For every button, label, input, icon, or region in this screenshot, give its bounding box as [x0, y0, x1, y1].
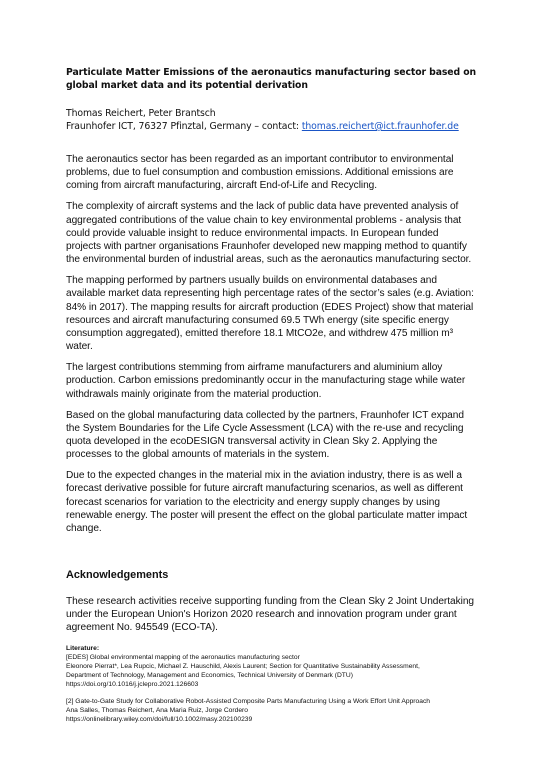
body-paragraph: The aeronautics sector has been regarded as an important contributor to environmental problems, due to fuel consumption and combustion emissions. Additional emissions are coming from aircraft manufacturing, aircraft End-of-Life and Recycling.	[66, 154, 454, 192]
reference-link[interactable]: https://doi.org/10.1016/j.jclepro.2021.126603	[66, 681, 199, 689]
author-list: Thomas Reichert, Peter Brantsch	[66, 108, 216, 119]
body-paragraph: The largest contributions stemming from airframe manufacturers and aluminium alloy production. Carbon emissions predominantly occur in the manufacturing stage while water withdrawals mainly originate from the material production.	[66, 362, 466, 400]
body-paragraph: Based on the global manufacturing data collected by the partners, Fraunhofer ICT expand the System Boundaries for the Life Cycle Assessment (LCA) with the re-use and recycling quota developed in the ecoDESIGN transversal activity in Clean Sky 2. Applying the processes to the global amounts of materials in the system.	[66, 409, 464, 461]
contact-email-link[interactable]: thomas.reichert@ict.fraunhofer.de	[301, 121, 459, 132]
reference-entry	[66, 697, 476, 724]
affiliation-text: Fraunhofer ICT, 76327 Pfinztal, Germany – contact:	[66, 121, 302, 132]
body-paragraph: The mapping performed by partners usually builds on environmental databases and available market data representing high percentage rates of the sector’s sales (e.g. Aviation: 84% in 2017). The mapping results for aircraft production (EDES Project) show that material resources and aircraft manufacturing consumed 69.5 TWh energy (site specific energy consumption aggregated), emitted therefore 18.1 MtCO2e, and withdrew 475 million m³ water.	[66, 275, 474, 353]
paper-title: Particulate Matter Emissions of the aeronautics manufacturing sector based on global market data and its potential derivation	[66, 67, 477, 91]
acknowledgements-heading: Acknowledgements	[66, 569, 169, 582]
reference-entry	[66, 653, 476, 689]
reference-line: Eleonore Pierrat*, Lea Rupcic, Michael Z. Hauschild, Alexis Laurent; Section for Quantitative Sustainability Assessment,	[66, 663, 420, 671]
body-paragraph: The complexity of aircraft systems and the lack of public data have prevented analysis of aggregated contributions of the value chain to key environmental problems - analysis that could provide valuable insight to reduce environmental impacts. In European funded projects with partner organisations Fraunhofer developed new mapping method to quantify the environmental burden of industrial areas, such as the aeronautics manufacturing sector.	[66, 201, 472, 266]
literature-heading: Literature:	[66, 644, 100, 652]
reference-line: Ana Salles, Thomas Reichert, Ana Maria Ruiz, Jorge Cordero	[66, 707, 249, 715]
body-paragraph: Due to the expected changes in the material mix in the aviation industry, there is as well a forecast derivative possible for future aircraft manufacturing scenarios, as well as different forecast scenarios for variation to the electricity and energy supply changes by using renewable energy. The poster will present the effect on the global particulate matter impact change.	[66, 470, 468, 534]
reference-line: Department of Technology, Management and Economics, Technical University of Denmark (DTU)	[66, 672, 353, 680]
reference-line: [2] Gate-to-Gate Study for Collaborative Robot-Assisted Composite Parts Manufacturing Using a Work Effort Unit Approach	[66, 698, 431, 706]
affiliation	[66, 120, 476, 133]
reference-line: [EDES] Global environmental mapping of the aeronautics manufacturing sector	[66, 654, 300, 662]
reference-link[interactable]: https://onlinelibrary.wiley.com/doi/full/10.1002/masy.202100239	[66, 716, 253, 724]
acknowledgements-text: These research activities receive supporting funding from the Clean Sky 2 Joint Undertaking under the European Union's Horizon 2020 research and innovation program under grant agreement No. 945549 (ECO-TA).	[66, 596, 474, 634]
